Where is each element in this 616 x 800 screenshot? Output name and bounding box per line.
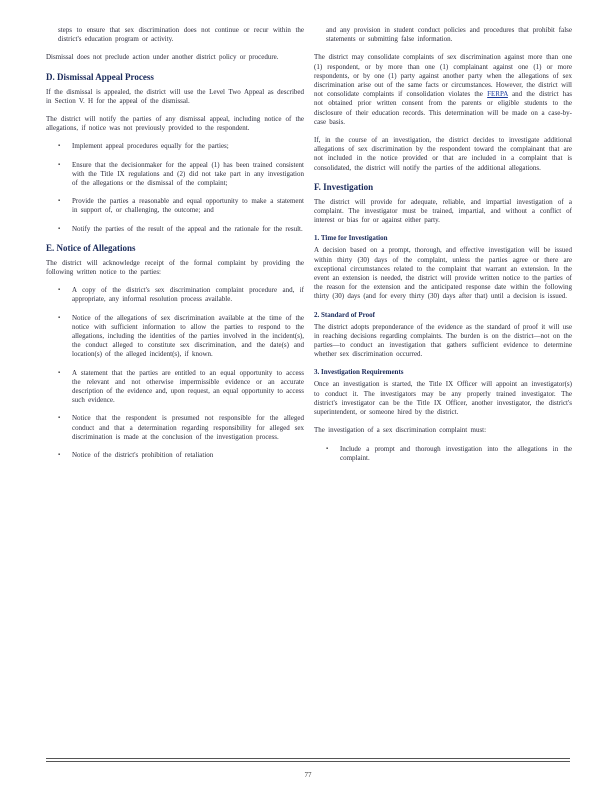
subsection-requirements-para2: The investigation of a sex discrimination complaint must:	[314, 426, 487, 435]
section-f-bullet-list	[314, 445, 572, 463]
list-item: ▪ A copy of the district's sex discrimination complaint procedure and, if appropriate, any informal resolution process available.	[58, 286, 304, 304]
subsection-time-para: A decision based on a prompt, thorough, and effective investigation will be issued within thirty (30) days of the complaint, unless the parties agree or there are exceptional circumstances related to the complaint that warrant an extension. In the event an extension is needed, the district will provide written notice to the parties of the reason for the extension and the anticipated response date within the following thirty (30) days (and for every thirty (30) days after that) until a decision is issued.	[314, 246, 572, 301]
list-item: ▪ Notify the parties of the result of the appeal and the rationale for the result.	[58, 224, 303, 233]
bullet-icon: ▪	[326, 445, 329, 452]
subsection-proof-para: The district adopts preponderance of the evidence as the standard of proof it will use in reaching decisions regarding complaints. The burden is on the district—not on the parties—to conduct an investigation that gathers sufficient evidence to determine whether sex discrimination occurred.	[314, 322, 572, 359]
section-d-heading: D. Dismissal Appeal Process	[46, 71, 154, 82]
list-item: ▪ Notice of the district's prohibition of retaliation	[58, 451, 214, 460]
subsection-proof-heading: 2. Standard of Proof	[314, 310, 375, 319]
list-item: ▪ Ensure that the decisionmaker for the appeal (1) has been trained consistent with the Title IX regulations and (2) did not take part in any investigation of the allegations or the dismissal of the complaint;	[58, 160, 304, 188]
continued-paragraph: and any provision in student conduct policies and procedures that prohibit false statements or submitting false information.	[326, 26, 572, 44]
page-number: 77	[304, 771, 312, 779]
footer-divider-top	[46, 758, 570, 759]
bullet-icon: ▪	[58, 314, 61, 321]
bullet-icon: ▪	[58, 287, 61, 294]
ferpa-link[interactable]: FERPA	[487, 90, 508, 99]
bullet-icon: ▪	[58, 143, 61, 150]
section-e-para1: The district will acknowledge receipt of the formal complaint by providing the following written notice to the parties:	[46, 258, 304, 277]
list-item: ▪ A statement that the parties are entitled to an equal opportunity to access the relevant and not otherwise impermissible evidence or an accurate description of the evidence and, upon request, an equal opportunity to access such evidence.	[58, 368, 304, 405]
section-d-para2: The district will notify the parties of any dismissal appeal, including notice of the allegations, if notice was not previously provided to the respondent.	[46, 115, 304, 133]
footer-divider-bottom	[46, 761, 570, 762]
left-column	[46, 26, 304, 469]
list-item: ▪ Provide the parties a reasonable and equal opportunity to make a statement in support of, or challenging, the outcome; and	[58, 197, 304, 215]
bullet-icon: ▪	[58, 369, 61, 376]
list-item: ▪ Notice that the respondent is presumed not responsible for the alleged conduct and that a determination regarding responsibility for alleged sex discrimination is made at the conclusion of the investigation process.	[58, 414, 304, 441]
bullet-icon: ▪	[58, 198, 61, 205]
dismissal-note: Dismissal does not preclude action under another district policy or procedure.	[46, 53, 279, 62]
intro-paragraph: steps to ensure that sex discrimination does not continue or recur within the district's education program or activity.	[58, 26, 304, 44]
additional-allegations-paragraph: If, in the course of an investigation, the district decides to investigate additional allegations of sex discrimination by the respondent toward the complainant that are not included in the notice provided or that are included in a complaint that is consolidated, the district will notify the parties of the additional allegations.	[314, 136, 572, 172]
section-f-para1: The district will provide for adequate, reliable, and impartial investigation of a complaint. The investigator must be trained, impartial, and without a conflict of interest or bias for or against either party.	[314, 197, 572, 225]
section-e-bullet-list	[46, 286, 304, 460]
section-e-heading: E. Notice of Allegations	[46, 242, 136, 253]
subsection-requirements-para: Once an investigation is started, the Title IX Officer will appoint an investigator(s) to conduct it. The investigators may be any properly trained investigator. The district's investigator can be the Title IX Officer, another investigator, the district's superintendent, or someone hired by the district.	[314, 380, 572, 417]
list-item: ▪ Implement appeal procedures equally for the parties;	[58, 142, 229, 151]
list-item: ▪ Include a prompt and thorough investigation into the allegations in the complaint.	[326, 444, 572, 462]
list-item: ▪ Notice of the allegations of sex discrimination available at the time of the notice with sufficient information to allow the parties to respond to the allegations, including the identities of the parties involved in the incident(s), the conduct alleged to constitute sex discrimination, and the date(s) and location(s) of the alleged incident(s), if known.	[58, 313, 304, 359]
bullet-icon: ▪	[58, 452, 61, 459]
subsection-time-heading: 1. Time for Investigation	[314, 234, 388, 243]
section-d-para1: If the dismissal is appealed, the district will use the Level Two Appeal as described in Section V. H for the appeal of the dismissal.	[46, 87, 304, 105]
bullet-icon: ▪	[58, 225, 61, 232]
consolidation-paragraph: The district may consolidate complaints of sex discrimination against more than one (1) respondent, or by more than one (1) complainant against one (1) or more respondents, or by one (1) party against another party when the allegations of sex discrimination arise out of the same facts or circumstances. However, the district will not consolidate complaints if consolidation violates the FERPA and the district has not obtained prior written consent from the parents or eligible students to the disclosure of their education records. This determination will be made on a case-by-case basis.	[314, 53, 573, 126]
bullet-icon: ▪	[58, 415, 61, 422]
section-f-heading: F. Investigation	[314, 181, 374, 192]
subsection-requirements-heading: 3. Investigation Requirements	[314, 368, 404, 377]
section-d-bullet-list	[46, 142, 304, 233]
right-column	[314, 26, 572, 472]
bullet-icon: ▪	[58, 161, 61, 168]
